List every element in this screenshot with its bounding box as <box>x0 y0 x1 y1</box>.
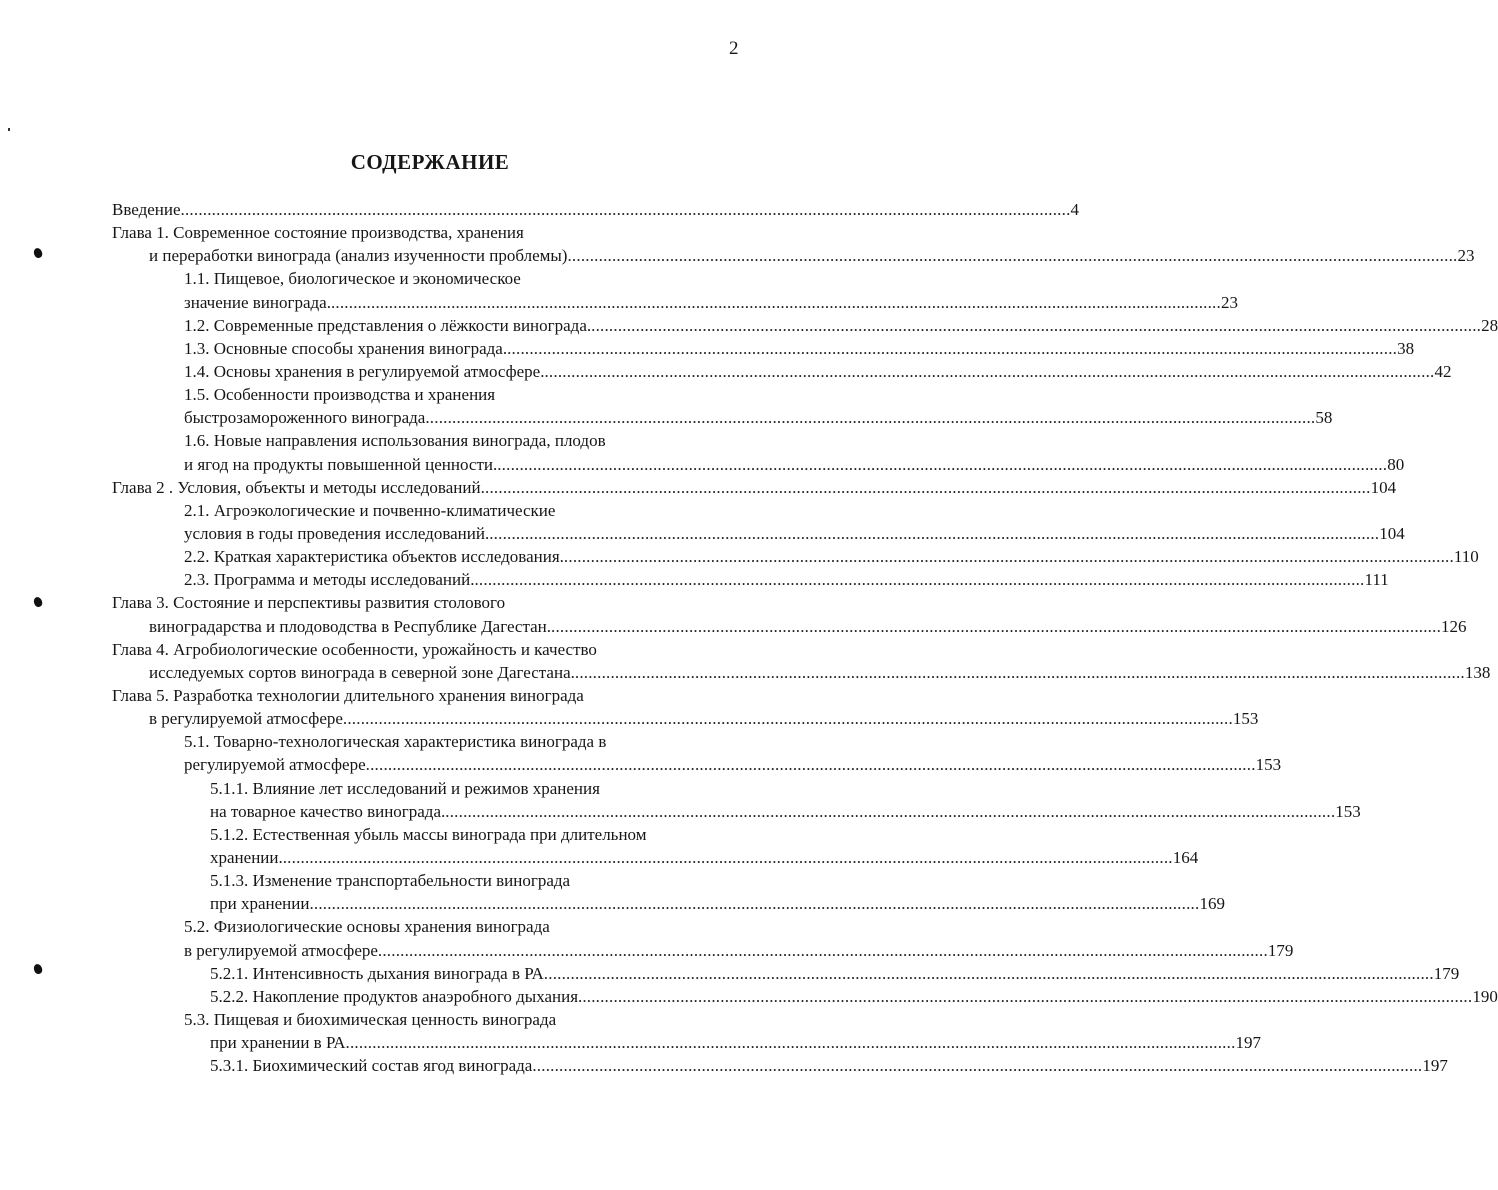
toc-entry-text: Введение <box>112 200 181 219</box>
toc-entry-page: 190 <box>1472 986 1498 1006</box>
toc-entry <box>112 198 1080 221</box>
dot-leader: ........................................................................................................................................................................................................ <box>282 847 1173 867</box>
dot-leader: ........................................................................................................................................................................................................ <box>507 338 1398 358</box>
dot-leader: ........................................................................................................................................................................................................ <box>532 1056 1423 1076</box>
toc-entry-text: 1.4. Основы хранения в регулируемой атмосфере. <box>184 361 545 381</box>
dot-leader: ........................................................................................................................................................................................................ <box>425 408 1316 428</box>
toc-entry <box>112 869 738 892</box>
toc-entry <box>112 383 738 406</box>
toc-entry <box>112 360 1452 383</box>
dot-leader: ........................................................................................................................................................................................................ <box>480 477 1371 497</box>
toc-entry <box>112 406 1333 429</box>
toc-entry-page: 126 <box>1441 616 1467 636</box>
toc-entry-text: Глава 4. Агробиологические особенности, урожайность и качество <box>112 639 597 659</box>
dot-leader: ........................................................................................................................................................................................................ <box>377 940 1268 960</box>
toc-entry-text: 2.3. Программа и методы исследований. <box>184 570 475 590</box>
toc-entry <box>112 892 1225 915</box>
toc-entry-page: 197 <box>1235 1033 1262 1053</box>
toc-entry-page: 169 <box>1199 894 1225 914</box>
toc-entry <box>112 638 738 661</box>
dot-leader: ........................................................................................................................................................................................................ <box>582 986 1473 1006</box>
toc-entry-text: 5.1. Товарно-технологическая характеристика винограда в <box>184 732 607 752</box>
dot-leader: ........................................................................................................................................................................................................ <box>445 801 1336 821</box>
toc-entry-page: 164 <box>1172 847 1199 867</box>
dot-leader: ........................................................................................................................................................................................................ <box>543 963 1434 983</box>
dot-leader: ........................................................................................................................................................................................................ <box>574 662 1465 682</box>
toc-entry-text: 5.3. Пищевая и биохимическая ценность винограда <box>184 1009 557 1029</box>
toc-entry-page: 153 <box>1335 801 1361 821</box>
toc-entry-text: виноградарства и плодоводства в Республике Дагестан. <box>149 616 552 636</box>
toc-entry-text: 1.1. Пищевое, биологическое и экономическое <box>184 269 521 289</box>
toc-entry-text: 2.1. Агроэкологические и почвенно-климатические <box>184 500 556 520</box>
toc-entry-text: в регулируемой атмосфере <box>149 709 343 729</box>
toc-entry <box>112 522 1405 545</box>
toc-entry <box>112 476 1397 499</box>
toc-entry-text: при хранении <box>210 894 310 914</box>
toc-entry-page: 197 <box>1422 1056 1448 1076</box>
toc-entry <box>112 221 738 244</box>
toc-entry-text: 5.2. Физиологические основы хранения винограда <box>184 917 550 937</box>
toc-entry <box>112 753 1282 776</box>
toc-entry-page: 110 <box>1453 547 1479 567</box>
toc-entry-text: 1.3. Основные способы хранения винограда. <box>184 338 508 358</box>
toc-entry <box>112 314 1498 337</box>
dot-leader: ........................................................................................................................................................................................................ <box>551 616 1442 636</box>
toc-entry-text: 1.2. Современные представления о лёжкости винограда. <box>184 315 592 335</box>
toc-entry <box>112 568 1389 591</box>
page-title: СОДЕРЖАНИЕ <box>350 150 510 174</box>
toc-entry-text: Глава 3. Состояние и перспективы развития столового <box>112 593 506 613</box>
toc-entry-text: 5.1.2. Естественная убыль массы винограда при длительном <box>210 824 647 844</box>
toc-entry-text: на товарное качество винограда. <box>210 801 446 821</box>
toc-entry-page: 179 <box>1433 963 1460 983</box>
toc-entry-page: 80 <box>1387 454 1405 474</box>
binding-hole-mark <box>33 247 44 259</box>
toc-entry-text: и переработки винограда (анализ изученности проблемы) <box>149 246 568 266</box>
toc-entry-page: 28 <box>1481 315 1498 335</box>
toc-entry-page: 153 <box>1232 709 1259 729</box>
toc-entry <box>112 823 738 846</box>
dot-leader: ........................................................................................................................................................................................................ <box>365 755 1256 775</box>
dot-leader: ........................................................................................................................................................................................................ <box>497 454 1388 474</box>
toc-entry-text: 5.1.1. Влияние лет исследований и режимов хранения <box>210 778 600 798</box>
toc-entry-text: Глава 2 . Условия, объекты и методы исследований <box>112 477 481 497</box>
toc-entry <box>112 429 738 452</box>
toc-entry-page: 104 <box>1379 523 1405 543</box>
toc-entry <box>112 615 1467 638</box>
toc-entry-page: 58 <box>1315 408 1333 428</box>
toc-entry <box>112 499 738 522</box>
toc-entry-text: исследуемых сортов винограда в северной зоне Дагестана. <box>149 662 575 682</box>
binding-hole-mark <box>33 963 44 975</box>
page-number: 2 <box>729 38 739 59</box>
toc-entry <box>112 453 1405 476</box>
toc-entry <box>112 846 1199 869</box>
toc-entry <box>112 777 738 800</box>
toc-entry-text: 2.2. Краткая характеристика объектов исследования. <box>184 547 564 567</box>
toc-entry-page: 111 <box>1364 570 1389 590</box>
toc-entry-text: 1.5. Особенности производства и хранения <box>184 385 496 405</box>
toc-entry-page: 4 <box>1070 200 1080 219</box>
toc-entry-text: 5.1.3. Изменение транспортабельности винограда <box>210 871 571 891</box>
toc-entry <box>112 730 738 753</box>
toc-entry <box>112 707 1259 730</box>
toc-entry <box>112 1031 1262 1054</box>
toc-entry-page: 104 <box>1370 477 1397 497</box>
toc-entry-text: при хранении в РА <box>210 1033 346 1053</box>
toc-entry-page: 42 <box>1434 361 1452 381</box>
dot-leader: ........................................................................................................................................................................................................ <box>563 547 1454 567</box>
dot-leader: ........................................................................................................................................................................................................ <box>309 894 1200 914</box>
toc-entry-page: 23 <box>1457 246 1475 266</box>
binding-hole-mark <box>33 596 44 608</box>
toc-entry <box>112 962 1460 985</box>
toc-entry-text: быстрозамороженного винограда <box>184 408 426 428</box>
toc-entry <box>112 244 1475 267</box>
toc-entry <box>112 1008 738 1031</box>
toc-entry <box>112 985 1498 1008</box>
toc-entry-text: Глава 5. Разработка технологии длительного хранения винограда <box>112 685 584 705</box>
toc-entry-text: в регулируемой атмосфере <box>184 940 378 960</box>
toc-entry <box>112 291 1238 314</box>
dot-leader: ........................................................................................................................................................................................................ <box>544 361 1435 381</box>
toc-entry-page: 23 <box>1220 292 1238 312</box>
toc-entry-text: Глава 1. Современное состояние производства, хранения <box>112 223 524 243</box>
toc-entry <box>112 915 738 938</box>
toc-entry-text: регулируемой атмосфере <box>184 755 366 775</box>
toc-entry-text: 5.2.2. Накопление продуктов анаэробного дыхания. <box>210 986 583 1006</box>
toc-entry <box>112 661 1491 684</box>
table-of-contents <box>112 198 1498 1077</box>
dot-leader: ........................................................................................................................................................................................................ <box>330 292 1221 312</box>
dot-leader: ........................................................................................................................................................................................................ <box>489 523 1380 543</box>
toc-entry <box>112 591 738 614</box>
toc-entry-page: 138 <box>1464 662 1491 682</box>
toc-entry <box>112 939 1294 962</box>
toc-entry-text: 1.6. Новые направления использования винограда, плодов <box>184 431 606 451</box>
toc-entry-text: и ягод на продукты повышенной ценности. <box>184 454 498 474</box>
toc-entry-page: 153 <box>1255 755 1282 775</box>
toc-entry <box>112 1054 1448 1077</box>
dot-leader: ........................................................................................................................................................................................................ <box>345 1033 1236 1053</box>
toc-entry-text: 5.2.1. Интенсивность дыхания винограда в РА <box>210 963 544 983</box>
dot-leader: ........................................................................................................................................................................................................ <box>591 315 1482 335</box>
dot-leader: ........................................................................................................................................................................................................ <box>567 246 1458 266</box>
toc-entry-page: 38 <box>1397 338 1415 358</box>
toc-entry-text: значение винограда. <box>184 292 331 312</box>
dot-leader: ........................................................................................................................................................................................................ <box>474 570 1365 590</box>
toc-entry <box>112 267 738 290</box>
toc-entry-text: 5.3.1. Биохимический состав ягод винограда <box>210 1056 533 1076</box>
toc-entry-page: 179 <box>1267 940 1294 960</box>
toc-entry <box>112 337 1415 360</box>
toc-entry <box>112 545 1479 568</box>
scan-speck <box>8 128 10 131</box>
toc-entry-text: условия в годы проведения исследований. <box>184 523 490 543</box>
toc-entry-text: хранении. <box>210 847 283 867</box>
toc-entry <box>112 800 1361 823</box>
dot-leader: ........................................................................................................................................................................................................ <box>180 200 1071 219</box>
toc-entry <box>112 684 738 707</box>
dot-leader: ........................................................................................................................................................................................................ <box>342 709 1233 729</box>
